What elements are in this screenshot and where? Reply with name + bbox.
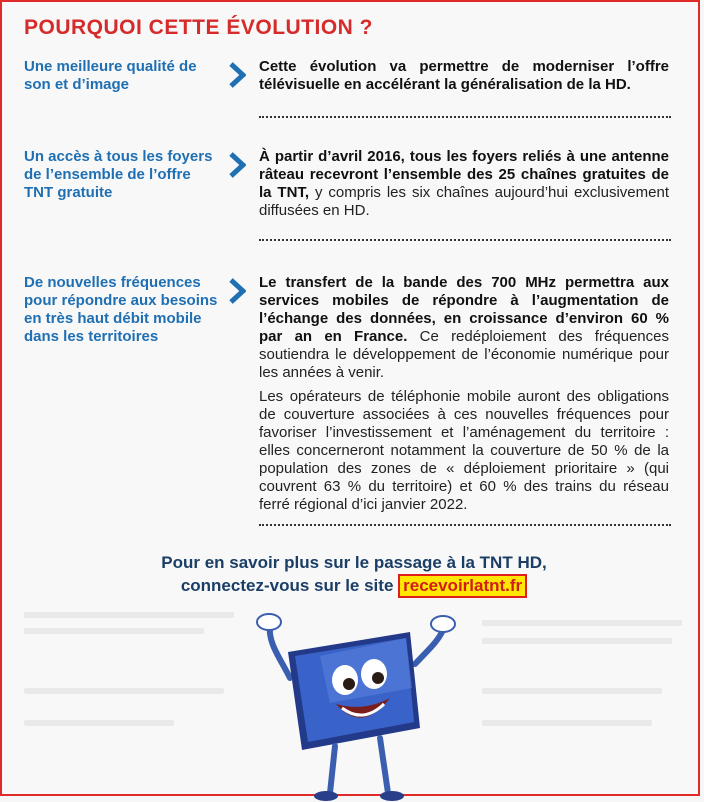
call-to-action — [2, 552, 704, 598]
chevron-right-icon — [228, 152, 246, 178]
row-2-text — [259, 148, 669, 220]
row-2-label: Un accès à tous les foyers de l’ensemble de l’offre TNT gratuite — [24, 148, 213, 201]
dotted-divider — [259, 239, 671, 241]
cta-line-2-text: connectez-vous sur le site — [180, 576, 399, 595]
row-3-paragraph-1 — [259, 274, 669, 382]
row-3-label: De nouvelles fréquences pour répondre aux besoins en très haut débit mobile dans les territoires — [24, 274, 218, 345]
row-2-text-normal: y compris les six chaînes aujourd’hui exclusivement diffusées en HD. — [259, 184, 669, 219]
tv-mascot-icon — [250, 608, 460, 802]
row-3-text-normal: Ce redéploiement des fréquences soutiendra le développement de l’économie numérique pour les années à venir. — [259, 328, 669, 381]
dotted-divider — [259, 116, 671, 118]
row-3-text — [259, 274, 669, 514]
cta-line-1: Pour en savoir plus sur le passage à la TNT HD, — [161, 553, 547, 572]
chevron-right-icon — [228, 278, 246, 304]
row-1-label: Une meilleure qualité de son et d’image — [24, 58, 197, 93]
row-1-text-bold: Cette évolution va permettre de moderniser l’offre télévisuelle en accélérant la généralisation de la HD. — [259, 58, 669, 93]
cta-line-2 — [2, 574, 704, 598]
row-2-text-bold: À partir d’avril 2016, tous les foyers reliés à une antenne râteau recevront l’ensemble des 25 chaînes gratuites de la TNT, — [259, 148, 669, 201]
row-3-text-bold: Le transfert de la bande des 700 MHz permettra aux services mobiles de répondre à l’augmentation de l’échange des données, en croissance d’environ 60 % par an en France. — [259, 274, 669, 345]
page-title: POURQUOI CETTE ÉVOLUTION ? — [24, 16, 374, 39]
dotted-divider — [259, 524, 671, 526]
chevron-right-icon — [228, 62, 246, 88]
row-3-paragraph-2: Les opérateurs de téléphonie mobile auront des obligations de couverture associées à ces nouvelles fréquences pour favoriser l’investissement et l’aménagement du territoire : elles concerneront notamment la couverture de 50 % de la population des zones de « déploiement prioritaire » (qui couvrent 63 % du territoire) et 60 % des trains du réseau ferré régional d’ici janvier 2022. — [259, 388, 669, 513]
row-1-text — [259, 58, 669, 94]
website-link[interactable]: recevoirlatnt.fr — [398, 574, 527, 598]
